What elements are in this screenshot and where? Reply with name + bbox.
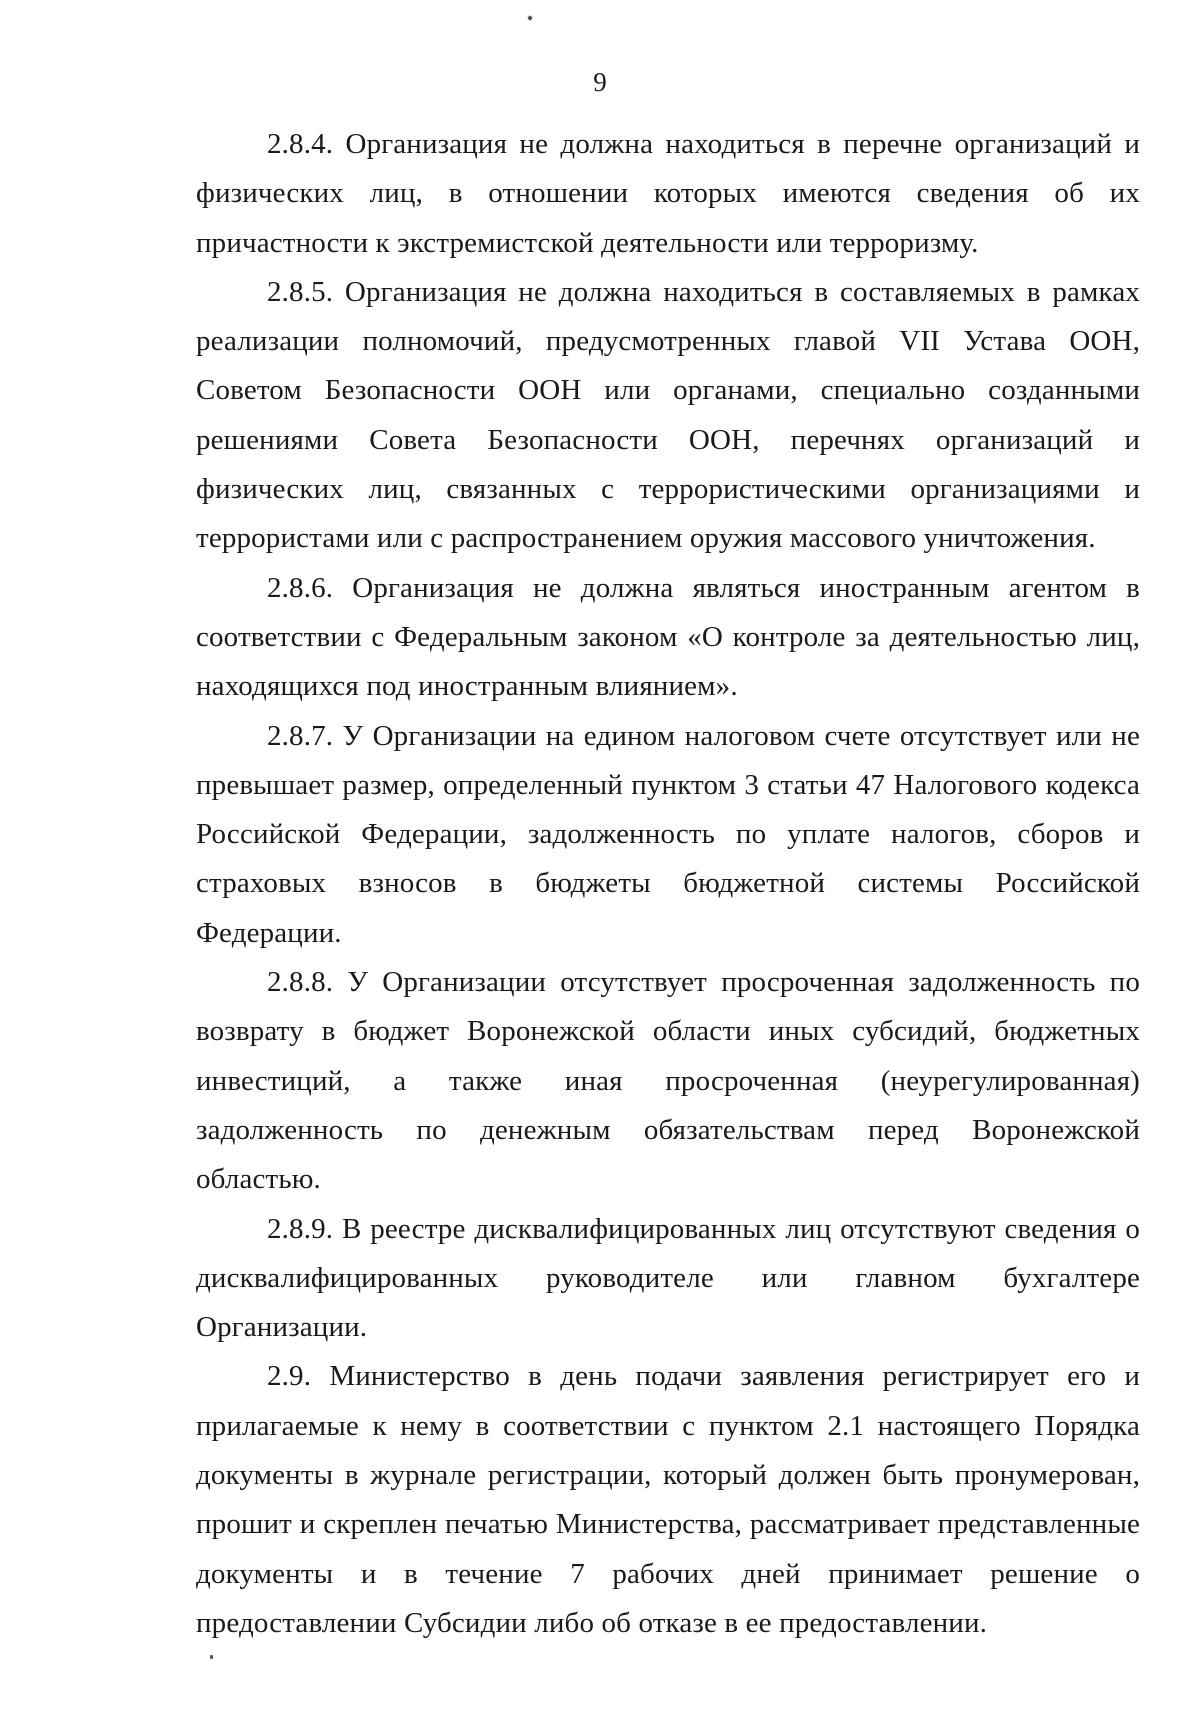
paragraph-2-8-4: 2.8.4. Организация не должна находиться в перечне организаций и физических лиц, в отношении которых имеются сведения об их причастности к экстремистской деятельности или терроризму. — [196, 128, 1140, 259]
document-body — [196, 120, 1140, 1648]
paragraph-2-8-9: 2.8.9. В реестре дисквалифицированных лиц отсутствуют сведения о дисквалифицированных руководителе или главном бухгалтере Организации. — [196, 1212, 1140, 1344]
paragraph-2-8-8: 2.8.8. У Организации отсутствует просроченная задолженность по возврату в бюджет Воронежской области иных субсидий, бюджетных инвестиций, а также иная просроченная (неурегулированная) задолженность по денежным обязательствам перед Воронежской областью. — [196, 966, 1140, 1196]
page-number: 9 — [593, 67, 607, 97]
paragraph-2-8-6: 2.8.6. Организация не должна являться иностранным агентом в соответствии с Федеральным законом «О контроле за деятельностью лиц, находящихся под иностранным влиянием». — [196, 571, 1140, 703]
paragraph-2-8-7: 2.8.7. У Организации на едином налоговом счете отсутствует или не превышает размер, определенный пунктом 3 статьи 47 Налогового кодекса Российской Федерации, задолженность по уплате налогов, сборов и страховых взносов в бюджеты бюджетной системы Российской Федерации. — [196, 719, 1140, 949]
scan-speck — [527, 15, 533, 21]
paragraph-2-9: 2.9. Министерство в день подачи заявления регистрирует его и прилагаемые к нему в соответствии с пунктом 2.1 настоящего Порядка документы в журнале регистрации, который должен быть пронумерован, прошит и скреплен печатью Министерства, рассматривает представленные документы и в течение 7 рабочих дней принимает решение о предоставлении Субсидии либо об отказе в ее предоставлении. — [196, 1360, 1140, 1639]
scan-speck — [210, 1655, 213, 1659]
paragraph-2-8-5: 2.8.5. Организация не должна находиться в составляемых в рамках реализации полномочий, предусмотренных главой VII Устава ООН, Советом Безопасности ООН или органами, специально созданными решениями Совета Безопасности ООН, перечнях организаций и физических лиц, связанных с террористическими организациями и террористами или с распространением оружия массового уничтожения. — [196, 275, 1140, 555]
